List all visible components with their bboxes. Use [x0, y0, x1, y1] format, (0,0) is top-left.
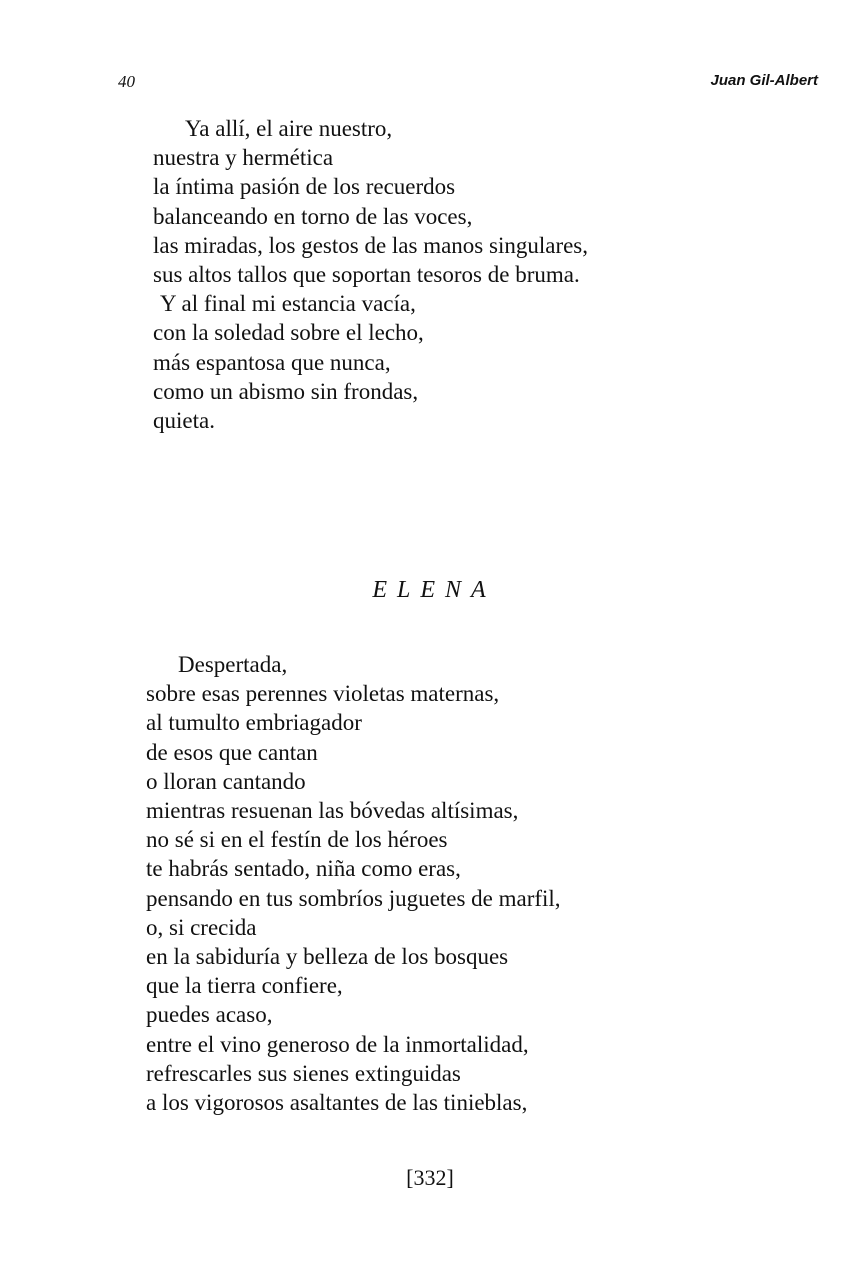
verse-line: más espantosa que nunca,	[153, 349, 391, 375]
verse-line: nuestra y hermética	[153, 145, 334, 171]
poem-continuation	[153, 114, 588, 435]
folio-number: [332]	[406, 1165, 454, 1190]
verse-line: la íntima pasión de los recuerdos	[153, 174, 456, 200]
verse-line: te habrás sentado, niña como eras,	[146, 856, 461, 882]
verse-line: con la soledad sobre el lecho,	[153, 320, 424, 346]
poem-elena	[146, 650, 561, 1117]
verse-line: no sé si en el festín de los héroes	[146, 827, 448, 853]
verse-line: puedes acaso,	[146, 1002, 273, 1028]
verse-line: o lloran cantando	[146, 768, 306, 794]
verse-line: que la tierra confiere,	[146, 973, 343, 999]
verse-line: entre el vino generoso de la inmortalidad,	[146, 1031, 529, 1057]
verse-line: Y al final mi estancia vacía,	[160, 291, 416, 317]
verse-line: en la sabiduría y belleza de los bosques	[146, 944, 509, 970]
verse-line: Ya allí, el aire nuestro,	[185, 116, 393, 141]
verse-line: refrescarles sus sienes extinguidas	[146, 1060, 461, 1086]
verse-line: sus altos tallos que soportan tesoros de bruma.	[153, 262, 580, 288]
poem-title: ELENA	[372, 577, 496, 603]
page-number: 40	[118, 72, 135, 91]
verse-line: o, si crecida	[146, 914, 257, 940]
verse-line: las miradas, los gestos de las manos singulares,	[153, 232, 589, 258]
verse-line: balanceando en torno de las voces,	[153, 203, 473, 229]
verse-line: quieta.	[153, 408, 215, 434]
verse-line: sobre esas perennes violetas maternas,	[146, 681, 500, 707]
verse-line: Despertada,	[178, 652, 288, 677]
verse-line: de esos que cantan	[146, 739, 318, 765]
verse-line: a los vigorosos asaltantes de las tinieblas,	[146, 1090, 528, 1116]
verse-line: pensando en tus sombríos juguetes de marfil,	[146, 885, 561, 911]
verse-line: al tumulto embriagador	[146, 710, 362, 736]
running-head-author: Juan Gil-Albert	[710, 72, 818, 89]
verse-line: como un abismo sin frondas,	[153, 378, 419, 404]
verse-line: mientras resuenan las bóvedas altísimas,	[146, 798, 519, 824]
